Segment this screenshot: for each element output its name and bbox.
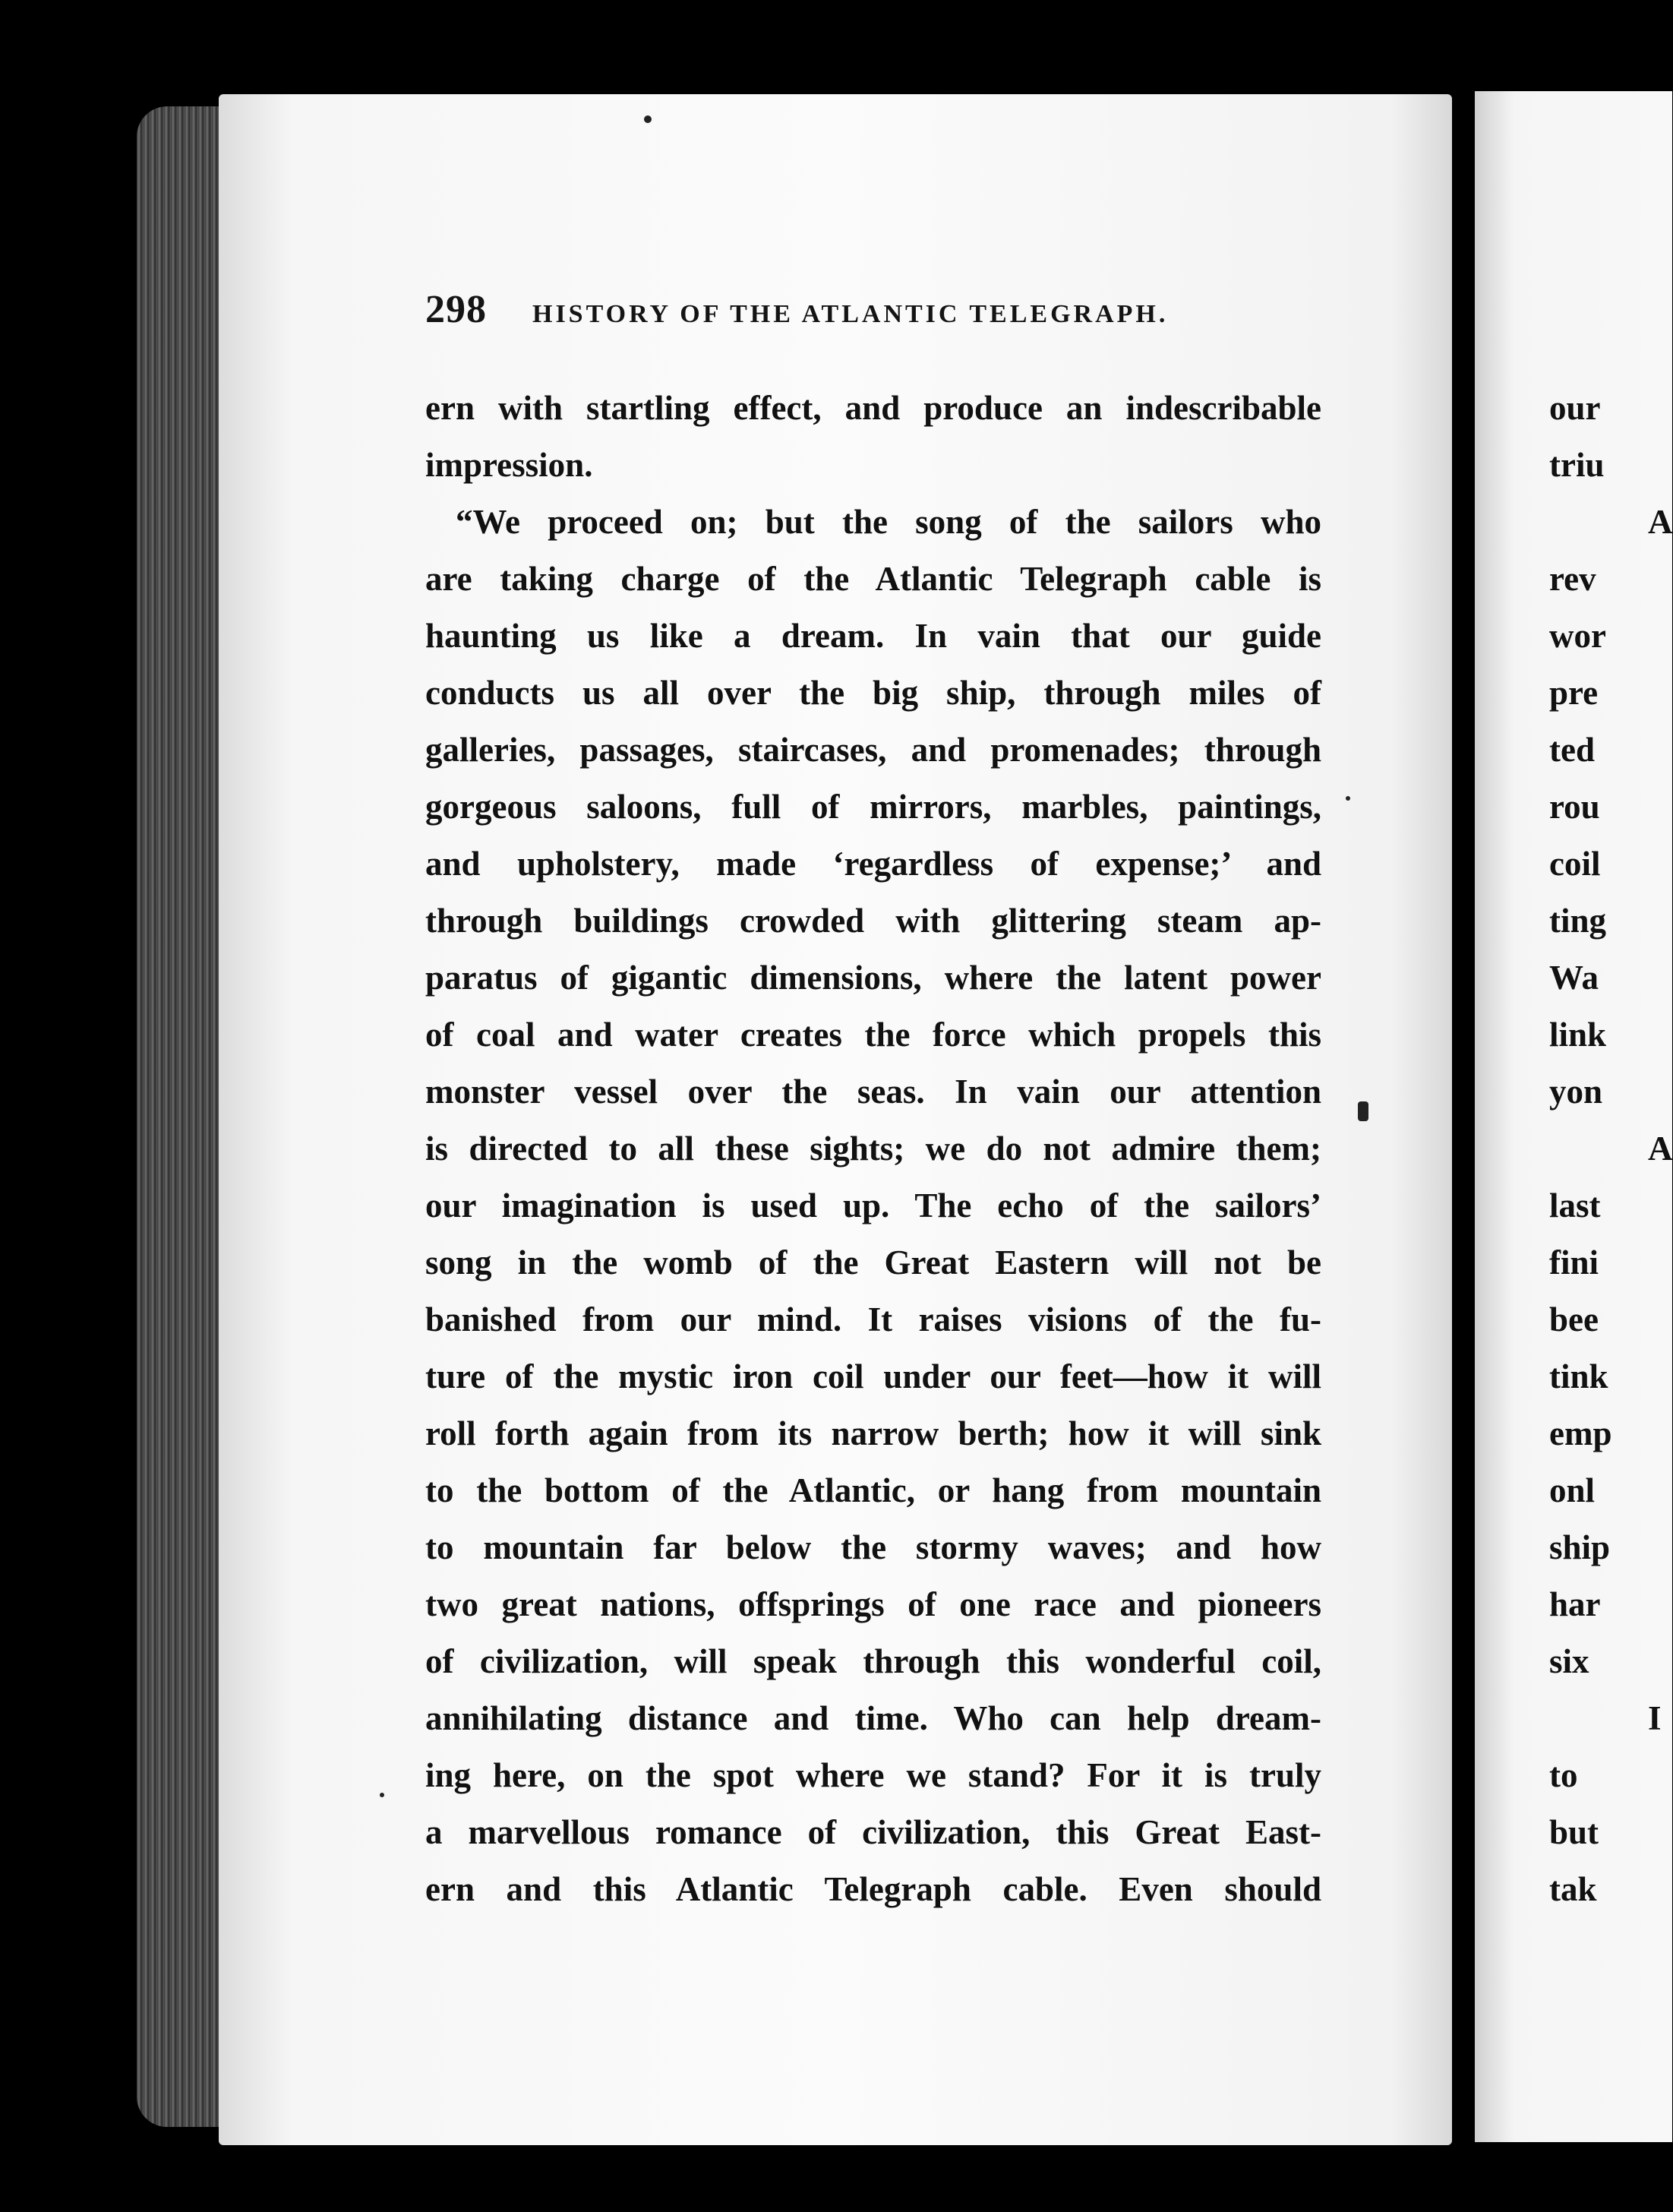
book-gutter <box>1452 84 1475 2150</box>
text-line: to mountain far below the stormy waves; and how <box>425 1528 1321 1566</box>
right-text-fragment: fini <box>1549 1243 1599 1281</box>
text-line: conducts us all over the big ship, through miles of <box>425 674 1321 712</box>
right-text-fragment: A <box>1648 503 1673 541</box>
right-text-fragment: tak <box>1549 1870 1597 1908</box>
book-fore-edge <box>137 106 228 2127</box>
running-head: HISTORY OF THE ATLANTIC TELEGRAPH. <box>532 300 1169 328</box>
right-text-fragment: triu <box>1549 446 1605 484</box>
right-text-fragment: last <box>1549 1187 1601 1224</box>
page-header <box>425 287 1321 340</box>
text-line: a marvellous romance of civilization, this Great East- <box>425 1813 1321 1851</box>
text-line: roll forth again from its narrow berth; how it will sink <box>425 1414 1321 1452</box>
text-line: galleries, passages, staircases, and promenades; through <box>425 731 1321 769</box>
scan-speck <box>380 1793 384 1797</box>
right-text-fragment: our <box>1549 389 1601 427</box>
text-line: “We proceed on; but the song of the sailors who <box>456 503 1321 541</box>
right-text-fragment: tink <box>1549 1357 1608 1395</box>
right-text-fragment: rou <box>1549 788 1600 826</box>
right-text-fragment: emp <box>1549 1414 1612 1452</box>
text-line: song in the womb of the Great Eastern will not be <box>425 1243 1321 1281</box>
text-line: our imagination is used up. The echo of the sailors’ <box>425 1187 1321 1224</box>
scan-speck <box>1346 796 1350 801</box>
text-line: ture of the mystic iron coil under our feet—how it will <box>425 1357 1321 1395</box>
right-page-text <box>1549 380 1673 1918</box>
text-line: ing here, on the spot where we stand? For it is truly <box>425 1756 1321 1794</box>
text-line: ern with startling effect, and produce an indescribable <box>425 389 1321 427</box>
right-text-fragment: link <box>1549 1016 1607 1054</box>
text-line: monster vessel over the seas. In vain our attention <box>425 1073 1321 1111</box>
text-line: paratus of gigantic dimensions, where the latent power <box>425 959 1321 997</box>
text-line: of coal and water creates the force which propels this <box>425 1016 1321 1054</box>
right-text-fragment: ted <box>1549 731 1595 769</box>
right-text-fragment: pre <box>1549 674 1599 712</box>
right-text-fragment: ting <box>1549 902 1607 940</box>
scan-speck <box>1358 1101 1368 1121</box>
right-text-fragment: coil <box>1549 845 1601 883</box>
text-line: of civilization, will speak through this wonderful coil, <box>425 1642 1321 1680</box>
right-text-fragment: I <box>1648 1699 1662 1737</box>
text-line: two great nations, offsprings of one race and pioneers <box>425 1585 1321 1623</box>
right-text-fragment: A <box>1648 1130 1673 1168</box>
right-text-fragment: but <box>1549 1813 1599 1851</box>
text-line: is directed to all these sights; we do not admire them; <box>425 1130 1321 1168</box>
page-number: 298 <box>425 288 487 331</box>
text-line: to the bottom of the Atlantic, or hang from mountain <box>425 1471 1321 1509</box>
scan-speck <box>644 115 652 123</box>
text-line: annihilating distance and time. Who can help dream- <box>425 1699 1321 1737</box>
right-text-fragment: rev <box>1549 560 1596 598</box>
right-text-fragment: har <box>1549 1585 1601 1623</box>
text-line: impression. <box>425 446 593 484</box>
right-text-fragment: yon <box>1549 1073 1603 1111</box>
body-text <box>425 380 1321 1918</box>
text-line: through buildings crowded with glittering steam ap- <box>425 902 1321 940</box>
right-text-fragment: ship <box>1549 1528 1611 1566</box>
right-text-fragment: wor <box>1549 617 1606 655</box>
text-line: banished from our mind. It raises visions of the fu- <box>425 1300 1321 1338</box>
text-line: are taking charge of the Atlantic Telegraph cable is <box>425 560 1321 598</box>
right-text-fragment: bee <box>1549 1300 1599 1338</box>
right-text-fragment: six <box>1549 1642 1589 1680</box>
text-line: ern and this Atlantic Telegraph cable. Even should <box>425 1870 1321 1908</box>
text-line: and upholstery, made ‘regardless of expense;’ and <box>425 845 1321 883</box>
text-line: gorgeous saloons, full of mirrors, marbles, paintings, <box>425 788 1321 826</box>
right-text-fragment: Wa <box>1549 959 1599 997</box>
right-text-fragment: onl <box>1549 1471 1596 1509</box>
right-text-fragment: to <box>1549 1756 1578 1794</box>
text-line: haunting us like a dream. In vain that our guide <box>425 617 1321 655</box>
